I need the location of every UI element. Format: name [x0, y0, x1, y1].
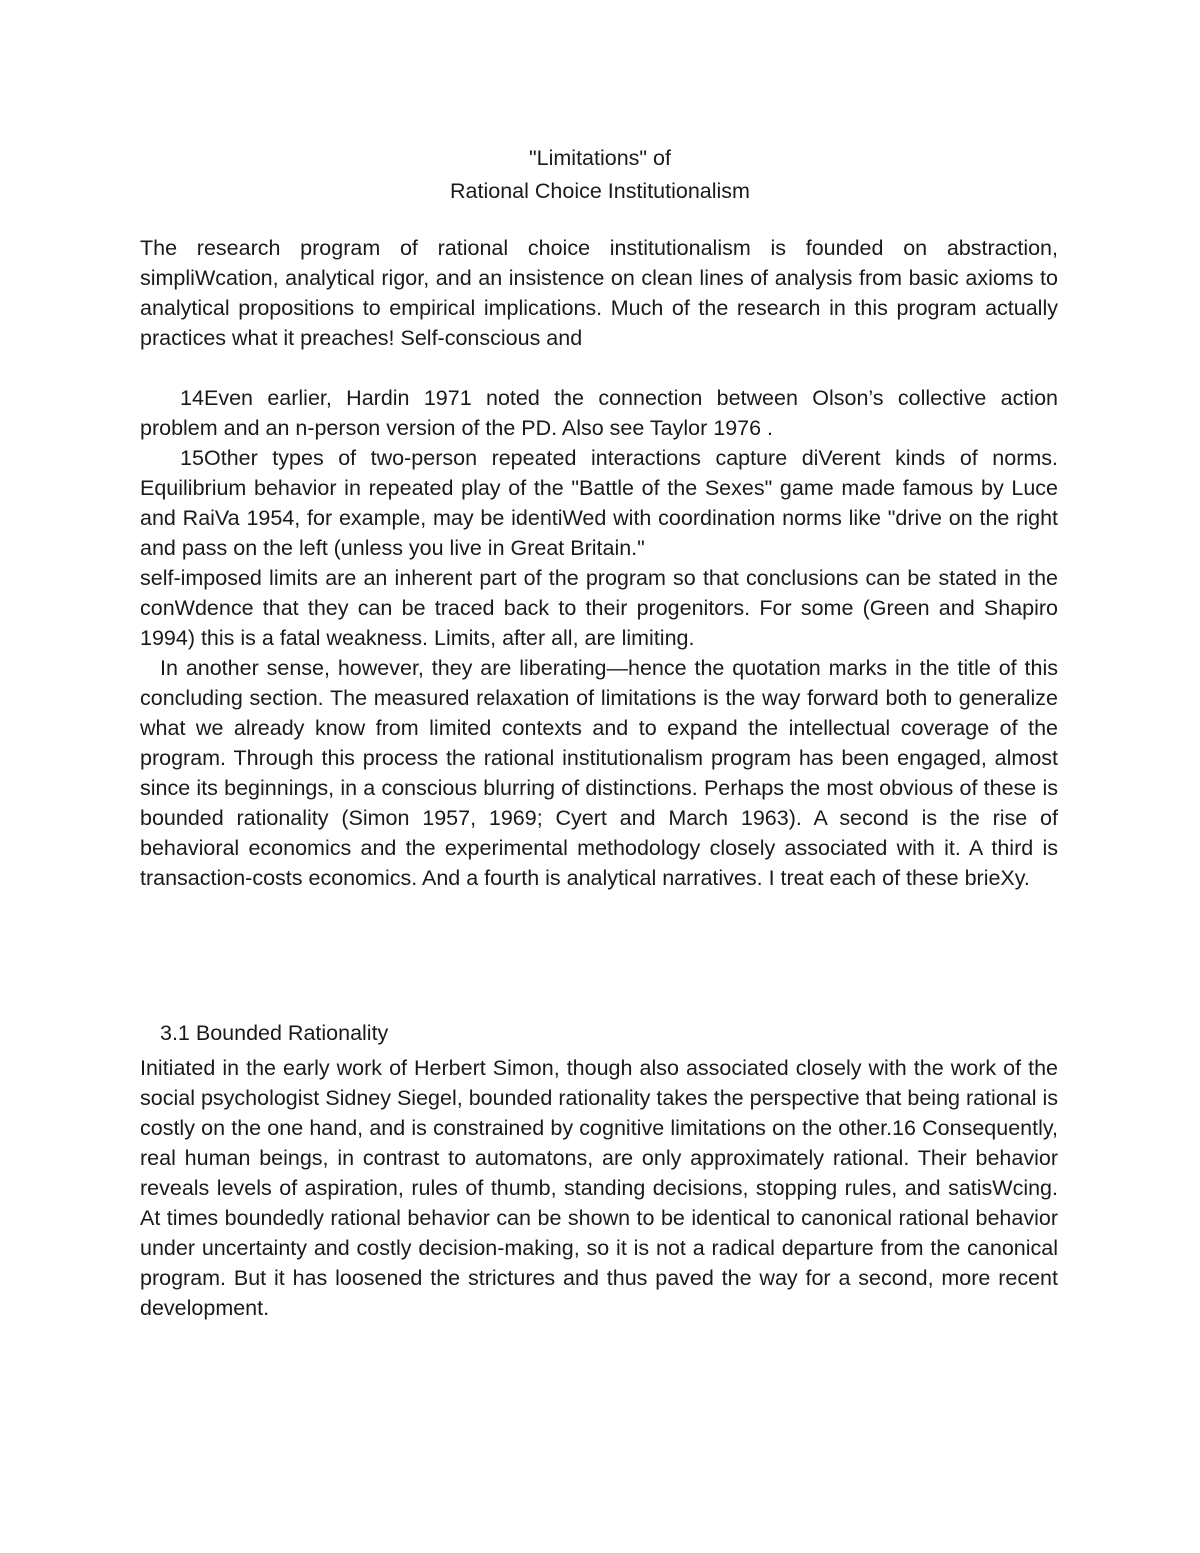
footnotes-block: [140, 383, 1058, 893]
intro-paragraph: The research program of rational choice institutionalism is founded on abstraction, simpliWcation, analytical rigor, and an insistence on clean lines of analysis from basic axioms to analytical propositions to empirical implications. Much of the research in this program actually practices what it preaches! Self-conscious and: [140, 236, 1058, 350]
document-title: [0, 142, 1200, 208]
footnote-15: [140, 443, 1058, 563]
title-line-2: Rational Choice Institutionalism: [450, 179, 750, 203]
footnote-14: [140, 383, 1058, 443]
liberating-paragraph: In another sense, however, they are liberating—hence the quotation marks in the title of this concluding section. The measured relaxation of limitations is the way forward both to generalize what we already know from limited contexts and to expand the intellectual coverage of the program. Through this process the rational institutionalism program has been engaged, almost since its beginnings, in a conscious blurring of distinctions. Perhaps the most obvious of these is bounded rationality (Simon 1957, 1969; Cyert and March 1963). A second is the rise of behavioral economics and the experimental methodology closely associated with it. A third is transaction-costs economics. And a fourth is analytical narratives. I treat each of these brieXy.: [140, 656, 1058, 890]
footnote-number: 15: [180, 446, 204, 470]
footnote-text: Even earlier, Hardin 1971 noted the connection between Olson’s collective action problem and an n-person version of the PD. Also see Taylor 1976 .: [140, 386, 1058, 440]
section-heading: 3.1 Bounded Rationality: [160, 1021, 389, 1045]
intro-block: [140, 233, 1058, 353]
continuation-paragraph: self-imposed limits are an inherent part of the program so that conclusions can be stated in the conWdence that they can be traced back to their progenitors. For some (Green and Shapiro 1994) this is a fatal weakness. Limits, after all, are limiting.: [140, 566, 1058, 650]
footnote-number: 14: [180, 386, 204, 410]
section-body-block: [140, 1053, 1058, 1323]
section-body: Initiated in the early work of Herbert Simon, though also associated closely with the work of the social psychologist Sidney Siegel, bounded rationality takes the perspective that being rational is costly on the one hand, and is constrained by cognitive limitations on the other.16 Consequently, real human beings, in contrast to automatons, are only approximately rational. Their behavior reveals levels of aspiration, rules of thumb, standing decisions, stopping rules, and satisWcing. At times boundedly rational behavior can be shown to be identical to canonical rational behavior under uncertainty and costly decision-making, so it is not a radical departure from the canonical program. But it has loosened the strictures and thus paved the way for a second, more recent development.: [140, 1056, 1058, 1320]
title-line-1: "Limitations" of: [529, 146, 671, 170]
footnote-text: Other types of two-person repeated interactions capture diVerent kinds of norms. Equilibrium behavior in repeated play of the "Battle of the Sexes" game made famous by Luce and RaiVa 1954, for example, may be identiWed with coordination norms like "drive on the right and pass on the left (unless you live in Great Britain.": [140, 446, 1058, 560]
